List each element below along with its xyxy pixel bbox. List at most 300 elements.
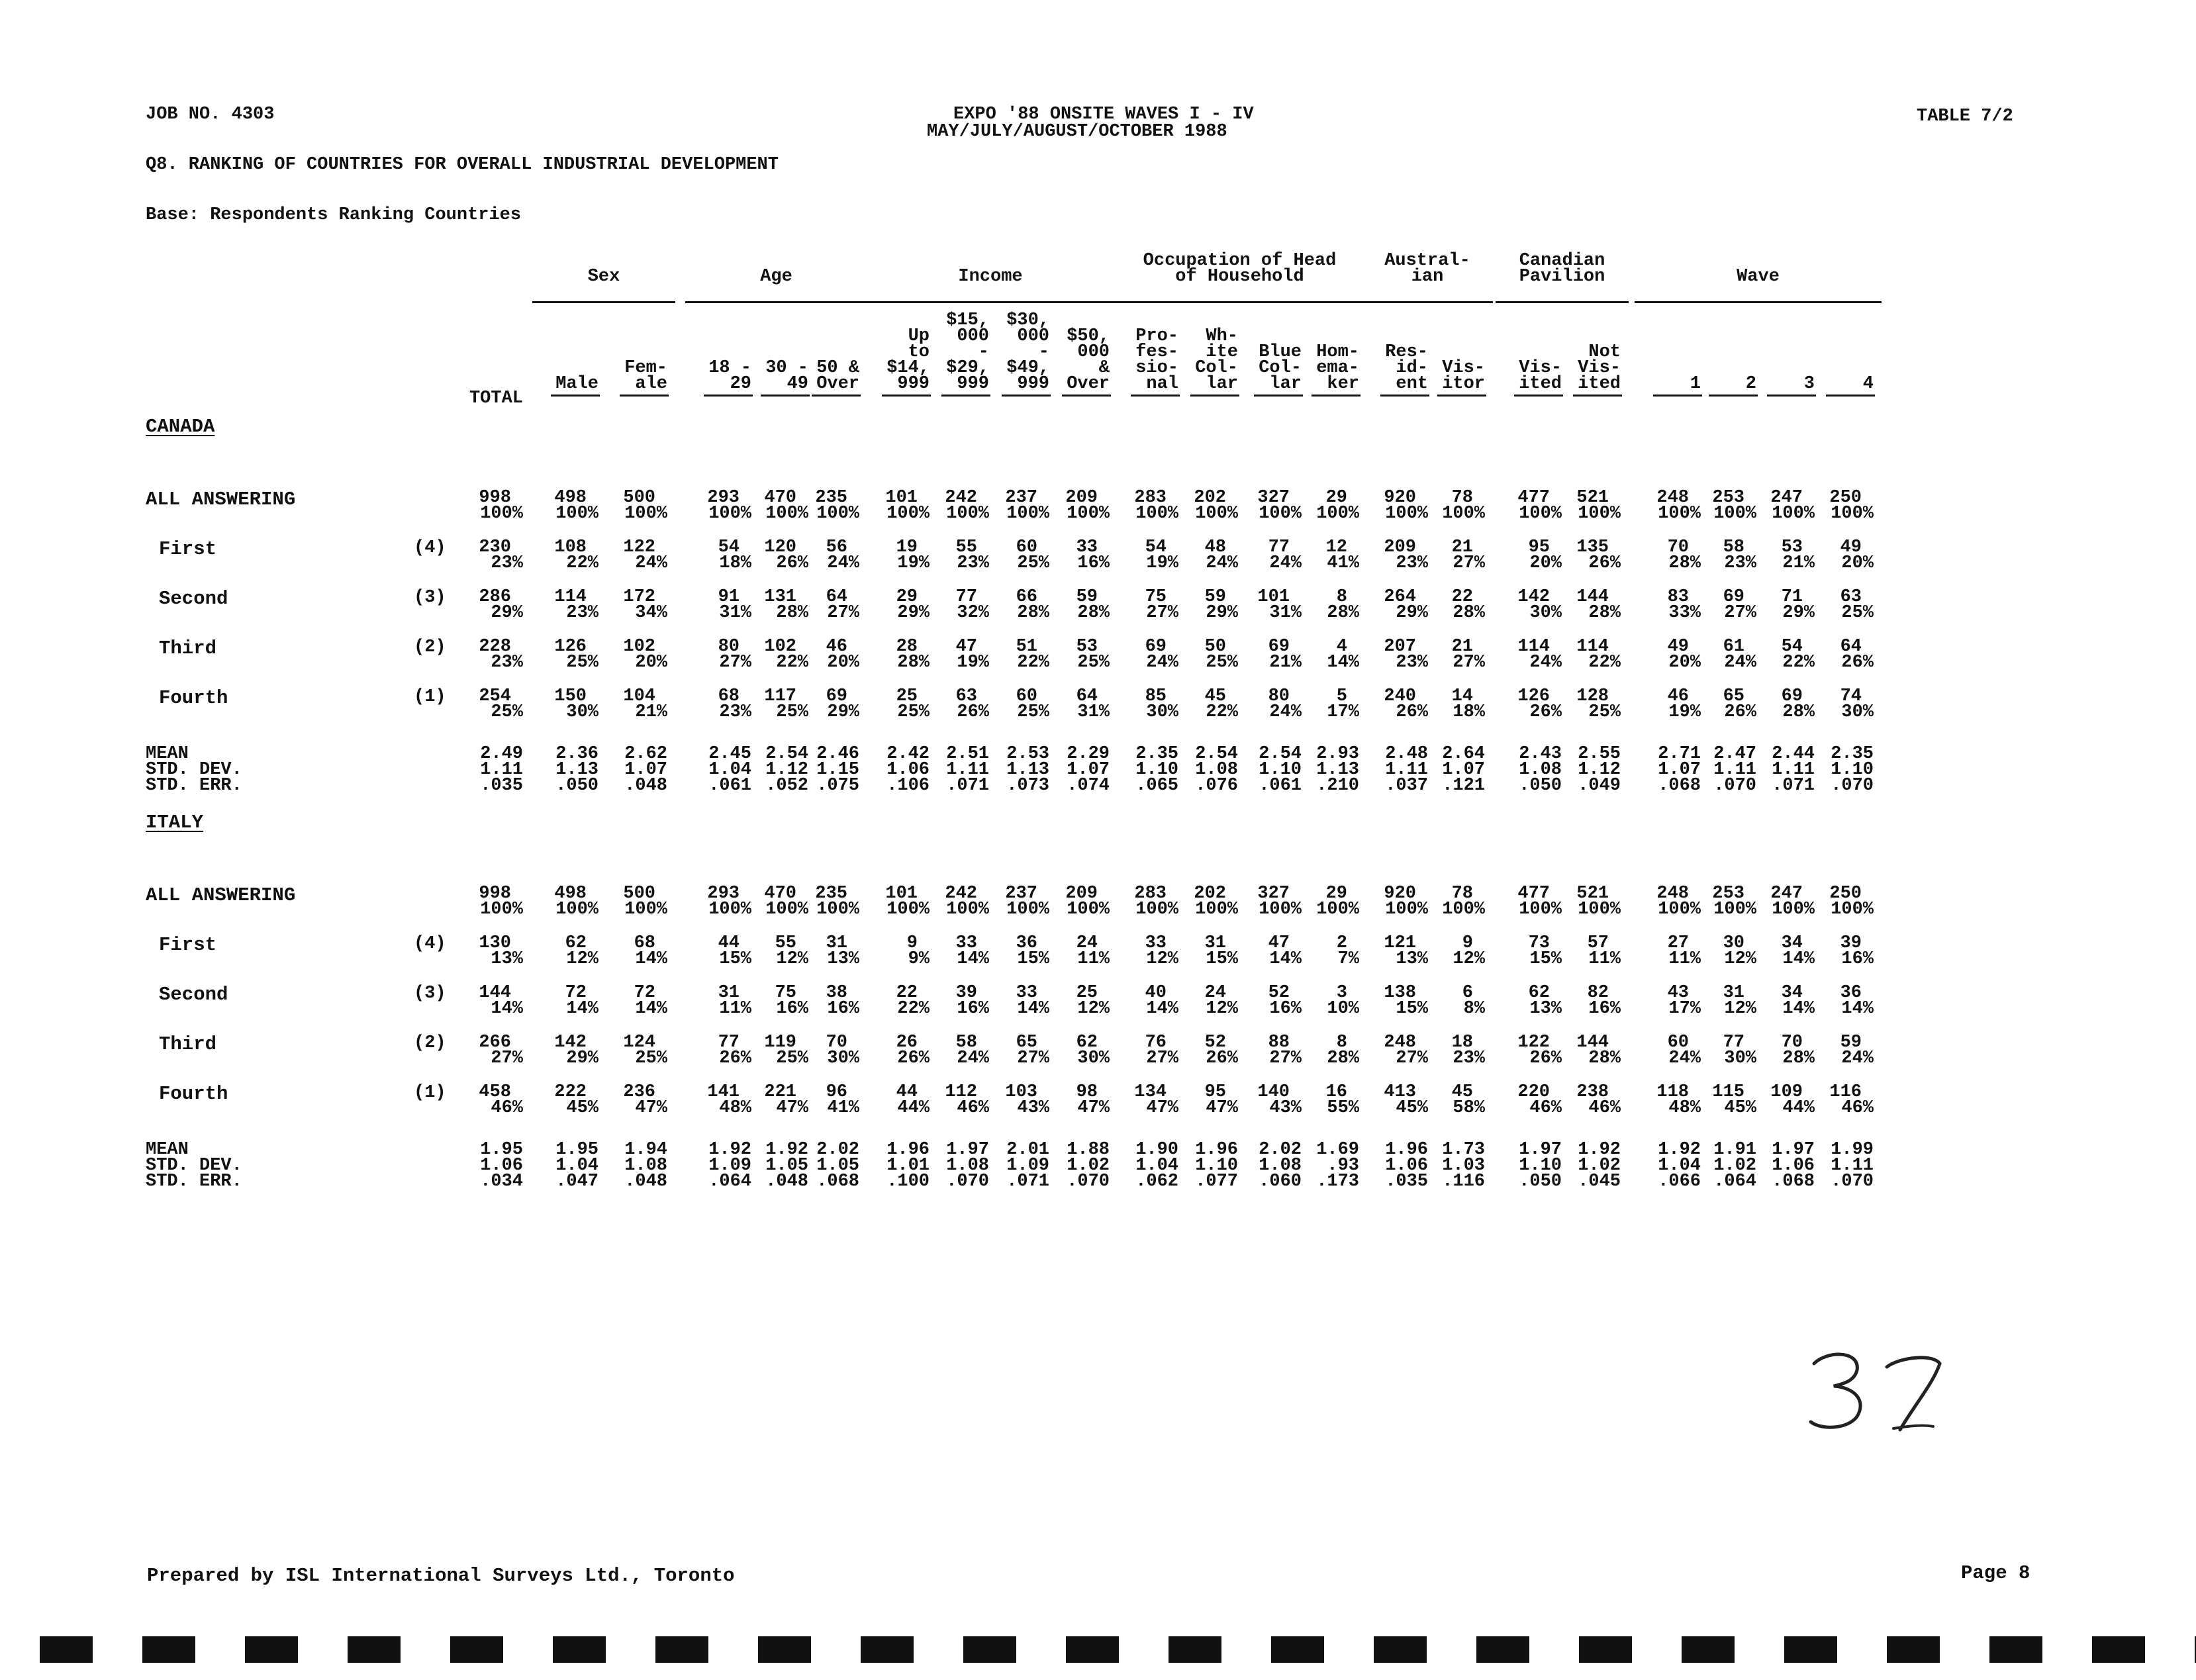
se-cell: .065 bbox=[1135, 776, 1178, 796]
stats-label: MEAN bbox=[146, 744, 189, 764]
count-cell: 78 bbox=[1451, 488, 1473, 508]
sd-cell: 1.08 bbox=[946, 1156, 989, 1176]
sd-cell: 1.04 bbox=[708, 760, 751, 780]
se-cell: .050 bbox=[1519, 776, 1562, 796]
print-mark bbox=[1169, 1636, 1221, 1663]
count-cell: 27 bbox=[1667, 933, 1689, 953]
count-cell: 68 bbox=[634, 933, 655, 953]
se-cell: .106 bbox=[886, 776, 930, 796]
percent-cell: 46% bbox=[957, 1098, 989, 1118]
sd-cell: 1.11 bbox=[1831, 1156, 1874, 1176]
count-cell: 18 bbox=[1451, 1033, 1473, 1052]
count-cell: 74 bbox=[1840, 686, 1862, 706]
percent-cell: 11% bbox=[1588, 949, 1621, 969]
se-cell: .210 bbox=[1316, 776, 1359, 796]
percent-cell: 29% bbox=[491, 603, 523, 623]
column-header-rule bbox=[941, 395, 990, 397]
percent-cell: 17% bbox=[1327, 702, 1359, 722]
mean-cell: 2.71 bbox=[1658, 744, 1701, 764]
percent-cell: 41% bbox=[827, 1098, 859, 1118]
group-header: Austral- ian bbox=[1384, 251, 1470, 287]
percent-cell: 15% bbox=[1529, 949, 1562, 969]
percent-cell: 29% bbox=[897, 603, 930, 623]
percent-cell: 13% bbox=[827, 949, 859, 969]
count-cell: 172 bbox=[623, 587, 655, 607]
count-cell: 33 bbox=[955, 933, 977, 953]
count-cell: 59 bbox=[1076, 587, 1098, 607]
count-cell: 115 bbox=[1712, 1082, 1744, 1102]
count-cell: 283 bbox=[1134, 488, 1167, 508]
percent-cell: 30% bbox=[827, 1049, 859, 1068]
count-cell: 114 bbox=[1517, 637, 1550, 657]
count-cell: 33 bbox=[1076, 537, 1098, 557]
se-cell: .068 bbox=[1772, 1172, 1815, 1191]
percent-cell: 25% bbox=[897, 702, 930, 722]
count-cell: 77 bbox=[718, 1033, 740, 1052]
percent-cell: 26% bbox=[1724, 702, 1756, 722]
percent-cell: 31% bbox=[719, 603, 751, 623]
percent-cell: 14% bbox=[1146, 999, 1178, 1019]
column-header-rule bbox=[1254, 395, 1303, 397]
percent-cell: 12% bbox=[776, 949, 808, 969]
mean-cell: 1.97 bbox=[1519, 1140, 1562, 1160]
percent-cell: 100% bbox=[624, 504, 667, 524]
mean-cell: 2.55 bbox=[1578, 744, 1621, 764]
percent-cell: 21% bbox=[1782, 553, 1815, 573]
rank-label: Second bbox=[159, 984, 228, 1005]
column-header-rule bbox=[1312, 395, 1361, 397]
count-cell: 140 bbox=[1257, 1082, 1290, 1102]
count-cell: 77 bbox=[955, 587, 977, 607]
percent-cell: 100% bbox=[1067, 900, 1110, 919]
percent-cell: 22% bbox=[1588, 653, 1621, 673]
percent-cell: 10% bbox=[1327, 999, 1359, 1019]
count-cell: 142 bbox=[1517, 587, 1550, 607]
group-rule bbox=[1635, 301, 1882, 303]
percent-cell: 48% bbox=[1668, 1098, 1701, 1118]
column-header-rule bbox=[882, 395, 931, 397]
count-cell: 498 bbox=[554, 488, 587, 508]
count-cell: 80 bbox=[718, 637, 740, 657]
percent-cell: 100% bbox=[946, 504, 989, 524]
count-cell: 109 bbox=[1770, 1082, 1803, 1102]
sd-cell: 1.08 bbox=[1519, 760, 1562, 780]
sd-cell: 1.11 bbox=[1772, 760, 1815, 780]
count-cell: 49 bbox=[1840, 537, 1862, 557]
percent-cell: 46% bbox=[491, 1098, 523, 1118]
percent-cell: 25% bbox=[1841, 603, 1874, 623]
count-cell: 78 bbox=[1451, 884, 1473, 904]
mean-cell: 1.91 bbox=[1713, 1140, 1756, 1160]
count-cell: 54 bbox=[1781, 637, 1803, 657]
rank-code: (3) bbox=[414, 588, 446, 608]
percent-cell: 30% bbox=[1146, 702, 1178, 722]
count-cell: 228 bbox=[479, 637, 511, 657]
count-cell: 500 bbox=[623, 488, 655, 508]
count-cell: 60 bbox=[1016, 537, 1037, 557]
count-cell: 458 bbox=[479, 1082, 511, 1102]
column-header-rule bbox=[551, 395, 600, 397]
report-dates: MAY/JULY/AUGUST/OCTOBER 1988 bbox=[927, 122, 1227, 142]
percent-cell: 24% bbox=[1269, 702, 1302, 722]
se-cell: .071 bbox=[1772, 776, 1815, 796]
se-cell: .068 bbox=[816, 1172, 859, 1191]
count-cell: 202 bbox=[1194, 488, 1226, 508]
percent-cell: 24% bbox=[1724, 653, 1756, 673]
percent-cell: 100% bbox=[1195, 504, 1238, 524]
mean-cell: 2.54 bbox=[765, 744, 808, 764]
percent-cell: 14% bbox=[1017, 999, 1049, 1019]
count-cell: 500 bbox=[623, 884, 655, 904]
count-cell: 327 bbox=[1257, 488, 1290, 508]
sd-cell: 1.15 bbox=[816, 760, 859, 780]
count-cell: 237 bbox=[1005, 884, 1037, 904]
percent-cell: 100% bbox=[1519, 504, 1562, 524]
percent-cell: 20% bbox=[1668, 653, 1701, 673]
se-cell: .035 bbox=[480, 776, 523, 796]
count-cell: 134 bbox=[1134, 1082, 1167, 1102]
percent-cell: 43% bbox=[1269, 1098, 1302, 1118]
percent-cell: 28% bbox=[1782, 1049, 1815, 1068]
percent-cell: 100% bbox=[1385, 900, 1428, 919]
column-header-rule bbox=[1573, 395, 1622, 397]
percent-cell: 14% bbox=[1782, 999, 1815, 1019]
count-cell: 104 bbox=[623, 686, 655, 706]
percent-cell: 47% bbox=[635, 1098, 667, 1118]
sd-cell: 1.12 bbox=[1578, 760, 1621, 780]
count-cell: 236 bbox=[623, 1082, 655, 1102]
percent-cell: 26% bbox=[957, 702, 989, 722]
column-header-rule bbox=[761, 395, 810, 397]
percent-cell: 27% bbox=[491, 1049, 523, 1068]
column-header-rule bbox=[1002, 395, 1051, 397]
se-cell: .061 bbox=[1259, 776, 1302, 796]
count-cell: 63 bbox=[1840, 587, 1862, 607]
sd-cell: 1.13 bbox=[1316, 760, 1359, 780]
count-cell: 57 bbox=[1587, 933, 1609, 953]
rank-label: Second bbox=[159, 588, 228, 610]
count-cell: 72 bbox=[634, 983, 655, 1003]
percent-cell: 23% bbox=[1724, 553, 1756, 573]
se-cell: .047 bbox=[555, 1172, 598, 1191]
percent-cell: 46% bbox=[1588, 1098, 1621, 1118]
column-header: 30 - 49 bbox=[765, 358, 808, 394]
percent-cell: 100% bbox=[886, 900, 930, 919]
rank-code: (3) bbox=[414, 984, 446, 1003]
rank-label: Fourth bbox=[159, 687, 228, 709]
percent-cell: 12% bbox=[566, 949, 598, 969]
sd-cell: 1.13 bbox=[1006, 760, 1049, 780]
percent-cell: 23% bbox=[719, 702, 751, 722]
se-cell: .121 bbox=[1442, 776, 1485, 796]
count-cell: 56 bbox=[826, 537, 847, 557]
column-header-rule bbox=[812, 395, 861, 397]
count-cell: 76 bbox=[1145, 1033, 1167, 1052]
mean-cell: 1.95 bbox=[480, 1140, 523, 1160]
count-cell: 283 bbox=[1134, 884, 1167, 904]
count-cell: 141 bbox=[707, 1082, 740, 1102]
count-cell: 36 bbox=[1840, 983, 1862, 1003]
group-rule bbox=[532, 301, 675, 303]
se-cell: .071 bbox=[1006, 1172, 1049, 1191]
percent-cell: 100% bbox=[1831, 900, 1874, 919]
group-rule bbox=[685, 301, 867, 303]
count-cell: 114 bbox=[1576, 637, 1609, 657]
percent-cell: 28% bbox=[1588, 603, 1621, 623]
mean-cell: 2.42 bbox=[886, 744, 930, 764]
percent-cell: 26% bbox=[1206, 1049, 1238, 1068]
percent-cell: 12% bbox=[1724, 999, 1756, 1019]
percent-cell: 100% bbox=[1713, 900, 1756, 919]
percent-cell: 23% bbox=[491, 553, 523, 573]
count-cell: 22 bbox=[1451, 587, 1473, 607]
percent-cell: 25% bbox=[1017, 702, 1049, 722]
percent-cell: 26% bbox=[719, 1049, 751, 1068]
count-cell: 30 bbox=[1723, 933, 1744, 953]
percent-cell: 15% bbox=[1017, 949, 1049, 969]
question-title: Q8. RANKING OF COUNTRIES FOR OVERALL INDUSTRIAL DEVELOPMENT bbox=[146, 155, 779, 175]
count-cell: 254 bbox=[479, 686, 511, 706]
percent-cell: 19% bbox=[957, 653, 989, 673]
mean-cell: 1.96 bbox=[1195, 1140, 1238, 1160]
count-cell: 4 bbox=[1336, 637, 1347, 657]
percent-cell: 14% bbox=[1782, 949, 1815, 969]
print-mark bbox=[1682, 1636, 1735, 1663]
sd-cell: 1.02 bbox=[1578, 1156, 1621, 1176]
mean-cell: 1.92 bbox=[765, 1140, 808, 1160]
count-cell: 209 bbox=[1384, 537, 1416, 557]
count-cell: 138 bbox=[1384, 983, 1416, 1003]
count-cell: 470 bbox=[764, 488, 796, 508]
print-mark bbox=[142, 1636, 195, 1663]
percent-cell: 24% bbox=[1668, 1049, 1701, 1068]
percent-cell: 100% bbox=[1658, 900, 1701, 919]
percent-cell: 13% bbox=[491, 949, 523, 969]
count-cell: 64 bbox=[826, 587, 847, 607]
column-header: 3 bbox=[1803, 374, 1815, 394]
percent-cell: 16% bbox=[1841, 949, 1874, 969]
percent-cell: 25% bbox=[1206, 653, 1238, 673]
percent-cell: 100% bbox=[1135, 900, 1178, 919]
count-cell: 112 bbox=[945, 1082, 977, 1102]
percent-cell: 25% bbox=[776, 1049, 808, 1068]
mean-cell: 2.35 bbox=[1831, 744, 1874, 764]
percent-cell: 20% bbox=[1529, 553, 1562, 573]
section-title: ITALY bbox=[146, 812, 204, 833]
percent-cell: 24% bbox=[1269, 553, 1302, 573]
percent-cell: 13% bbox=[1396, 949, 1428, 969]
percent-cell: 58% bbox=[1453, 1098, 1485, 1118]
percent-cell: 100% bbox=[1316, 504, 1359, 524]
column-header-rule bbox=[1653, 395, 1702, 397]
stats-label: MEAN bbox=[146, 1140, 189, 1160]
se-cell: .070 bbox=[1831, 1172, 1874, 1191]
count-cell: 237 bbox=[1005, 488, 1037, 508]
percent-cell: 24% bbox=[1529, 653, 1562, 673]
percent-cell: 19% bbox=[1146, 553, 1178, 573]
sd-cell: 1.08 bbox=[1195, 760, 1238, 780]
percent-cell: 45% bbox=[566, 1098, 598, 1118]
count-cell: 49 bbox=[1667, 637, 1689, 657]
count-cell: 25 bbox=[1076, 983, 1098, 1003]
sd-cell: 1.07 bbox=[1442, 760, 1485, 780]
count-cell: 34 bbox=[1781, 933, 1803, 953]
percent-cell: 47% bbox=[1077, 1098, 1110, 1118]
count-cell: 6 bbox=[1462, 983, 1473, 1003]
se-cell: .048 bbox=[765, 1172, 808, 1191]
stats-label: STD. ERR. bbox=[146, 1172, 242, 1191]
percent-cell: 25% bbox=[566, 653, 598, 673]
percent-cell: 100% bbox=[1442, 504, 1485, 524]
se-cell: .074 bbox=[1067, 776, 1110, 796]
percent-cell: 16% bbox=[1077, 553, 1110, 573]
se-cell: .073 bbox=[1006, 776, 1049, 796]
count-cell: 235 bbox=[815, 488, 847, 508]
percent-cell: 29% bbox=[1396, 603, 1428, 623]
count-cell: 253 bbox=[1712, 884, 1744, 904]
percent-cell: 25% bbox=[1077, 653, 1110, 673]
count-cell: 102 bbox=[623, 637, 655, 657]
count-cell: 33 bbox=[1016, 983, 1037, 1003]
column-header-rule bbox=[1767, 395, 1816, 397]
percent-cell: 24% bbox=[635, 553, 667, 573]
count-cell: 101 bbox=[885, 884, 918, 904]
mean-cell: 1.96 bbox=[1385, 1140, 1428, 1160]
sd-cell: 1.11 bbox=[480, 760, 523, 780]
percent-cell: 31% bbox=[1077, 702, 1110, 722]
percent-cell: 29% bbox=[566, 1049, 598, 1068]
count-cell: 144 bbox=[479, 983, 511, 1003]
count-cell: 293 bbox=[707, 488, 740, 508]
percent-cell: 27% bbox=[1453, 553, 1485, 573]
count-cell: 70 bbox=[1667, 537, 1689, 557]
percent-cell: 16% bbox=[957, 999, 989, 1019]
count-cell: 73 bbox=[1528, 933, 1550, 953]
count-cell: 122 bbox=[1517, 1033, 1550, 1052]
count-cell: 43 bbox=[1667, 983, 1689, 1003]
count-cell: 75 bbox=[775, 983, 796, 1003]
count-cell: 62 bbox=[1076, 1033, 1098, 1052]
count-cell: 77 bbox=[1268, 537, 1290, 557]
count-cell: 58 bbox=[955, 1033, 977, 1052]
percent-cell: 100% bbox=[1195, 900, 1238, 919]
sd-cell: 1.10 bbox=[1259, 760, 1302, 780]
percent-cell: 24% bbox=[957, 1049, 989, 1068]
count-cell: 65 bbox=[1723, 686, 1744, 706]
count-cell: 80 bbox=[1268, 686, 1290, 706]
percent-cell: 28% bbox=[776, 603, 808, 623]
percent-cell: 28% bbox=[1327, 603, 1359, 623]
count-cell: 222 bbox=[554, 1082, 587, 1102]
group-rule bbox=[863, 301, 1118, 303]
column-header: $50, 000 & Over bbox=[1067, 326, 1110, 394]
count-cell: 53 bbox=[1781, 537, 1803, 557]
count-cell: 55 bbox=[955, 537, 977, 557]
count-cell: 108 bbox=[554, 537, 587, 557]
count-cell: 31 bbox=[1204, 933, 1226, 953]
print-mark bbox=[1271, 1636, 1324, 1663]
count-cell: 114 bbox=[554, 587, 587, 607]
count-cell: 69 bbox=[1145, 637, 1167, 657]
column-header: Vis- ited bbox=[1519, 358, 1562, 394]
percent-cell: 55% bbox=[1327, 1098, 1359, 1118]
percent-cell: 28% bbox=[1588, 1049, 1621, 1068]
count-cell: 91 bbox=[718, 587, 740, 607]
count-cell: 82 bbox=[1587, 983, 1609, 1003]
sd-cell: 1.08 bbox=[624, 1156, 667, 1176]
percent-cell: 100% bbox=[480, 504, 523, 524]
percent-cell: 25% bbox=[1017, 553, 1049, 573]
count-cell: 8 bbox=[1336, 1033, 1347, 1052]
count-cell: 470 bbox=[764, 884, 796, 904]
count-cell: 142 bbox=[554, 1033, 587, 1052]
column-header-rule bbox=[1514, 395, 1563, 397]
percent-cell: 25% bbox=[635, 1049, 667, 1068]
all-answering-label: ALL ANSWERING bbox=[146, 489, 296, 510]
count-cell: 54 bbox=[1145, 537, 1167, 557]
count-cell: 51 bbox=[1016, 637, 1037, 657]
count-cell: 69 bbox=[826, 686, 847, 706]
rank-code: (2) bbox=[414, 637, 446, 657]
count-cell: 69 bbox=[1723, 587, 1744, 607]
count-cell: 34 bbox=[1781, 983, 1803, 1003]
percent-cell: 11% bbox=[719, 999, 751, 1019]
count-cell: 8 bbox=[1336, 587, 1347, 607]
count-cell: 60 bbox=[1667, 1033, 1689, 1052]
count-cell: 66 bbox=[1016, 587, 1037, 607]
mean-cell: 2.35 bbox=[1135, 744, 1178, 764]
count-cell: 85 bbox=[1145, 686, 1167, 706]
percent-cell: 27% bbox=[1453, 653, 1485, 673]
count-cell: 920 bbox=[1384, 488, 1416, 508]
percent-cell: 18% bbox=[719, 553, 751, 573]
sd-cell: 1.01 bbox=[886, 1156, 930, 1176]
percent-cell: 12% bbox=[1146, 949, 1178, 969]
mean-cell: 2.29 bbox=[1067, 744, 1110, 764]
column-header: $15, 000 - $29, 999 bbox=[946, 310, 989, 394]
se-cell: .064 bbox=[708, 1172, 751, 1191]
percent-cell: 100% bbox=[816, 504, 859, 524]
mean-cell: 1.95 bbox=[555, 1140, 598, 1160]
print-mark bbox=[1066, 1636, 1119, 1663]
count-cell: 248 bbox=[1384, 1033, 1416, 1052]
sd-cell: 1.08 bbox=[1259, 1156, 1302, 1176]
page-number: Page 8 bbox=[1961, 1562, 2030, 1584]
stats-label: STD. DEV. bbox=[146, 760, 242, 780]
percent-cell: 22% bbox=[897, 999, 930, 1019]
column-header: Blue Col- lar bbox=[1259, 342, 1302, 394]
se-cell: .071 bbox=[946, 776, 989, 796]
percent-cell: 100% bbox=[1519, 900, 1562, 919]
count-cell: 75 bbox=[1145, 587, 1167, 607]
percent-cell: 11% bbox=[1668, 949, 1701, 969]
mean-cell: 1.94 bbox=[624, 1140, 667, 1160]
print-mark bbox=[1887, 1636, 1940, 1663]
percent-cell: 22% bbox=[1017, 653, 1049, 673]
percent-cell: 7% bbox=[1337, 949, 1359, 969]
percent-cell: 100% bbox=[624, 900, 667, 919]
percent-cell: 22% bbox=[1206, 702, 1238, 722]
sd-cell: 1.05 bbox=[765, 1156, 808, 1176]
mean-cell: 2.54 bbox=[1259, 744, 1302, 764]
count-cell: 29 bbox=[1325, 488, 1347, 508]
stats-label: STD. ERR. bbox=[146, 776, 242, 796]
column-header: Hom- ema- ker bbox=[1316, 342, 1359, 394]
percent-cell: 100% bbox=[480, 900, 523, 919]
sd-cell: .93 bbox=[1327, 1156, 1359, 1176]
percent-cell: 28% bbox=[897, 653, 930, 673]
percent-cell: 100% bbox=[708, 504, 751, 524]
